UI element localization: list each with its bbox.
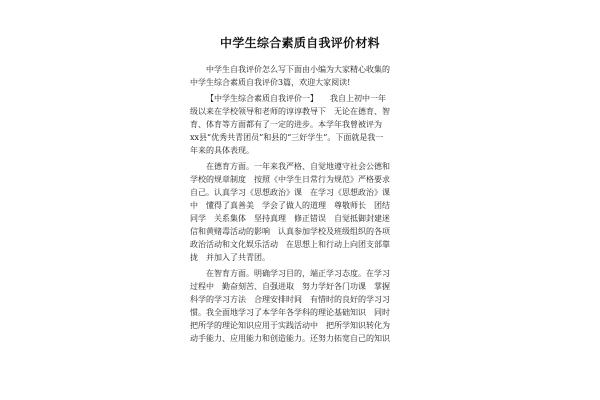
paragraph-line: 拢 并加入了共青团。: [190, 253, 270, 262]
document-page: [190, 28, 410, 388]
paragraph-line: 惯。我全面地学习了本学年各学科的理论基础知识 同时: [190, 308, 390, 317]
paragraph-line: 中 懂得了真善美 学会了做人的道理 尊敬师长 团结: [190, 201, 390, 210]
paragraph-line: 同学 关系集体 坚持真理 修正错误 自觉抵御封建迷: [190, 214, 390, 223]
paragraph-line: 中学生自我评价怎么写下面由小编为大家精心收集的: [206, 65, 390, 74]
paragraph-line: xx县“优秀共青团员”和县的“三好学生”。下面就是我一: [190, 133, 384, 142]
paragraph-line: 把所学的理论知识应用于实践活动中 把所学知识转化为: [190, 321, 390, 330]
paragraph-line: 自己。认真学习《思想政治》课 在学习《思想政治》课: [190, 188, 390, 197]
paragraph-line: 级以来在学校领导和老师的谆谆教导下 无论在德育、智: [190, 107, 390, 116]
paragraph-line: 学校的规章制度 按照《中学生日常行为规范》严格要求: [190, 175, 390, 184]
paragraph-line: 过程中 勤奋刻苦、自强进取 努力学好各门功课 掌握: [190, 282, 390, 291]
paragraph-line: 在智育方面。明确学习目的，端正学习态度。在学习: [206, 269, 390, 278]
paragraph-line: 在德育方面。一年来我严格、自觉地遵守社会公德和: [206, 162, 390, 171]
paragraph-line: 【中学生综合素质自我评价一】 我自上初中一年: [206, 94, 386, 103]
paragraph-line: 信和黄赌毒活动的影响 认真参加学校及班级组织的各项: [190, 227, 390, 236]
paragraph-line: 年来的具体表现。: [190, 146, 254, 155]
paragraph-line: 育、体育等方面都有了一定的进步。本学年我曾被评为: [190, 120, 382, 129]
paragraph-line: 政治活动和文化娱乐活动 在思想上和行动上向团支部靠: [190, 240, 390, 249]
paragraph-line: 动手能力、应用能力和创造能力。还努力拓宽自己的知识: [190, 334, 390, 343]
paragraph-line: 中学生综合素质自我评价3篇，欢迎大家阅读!: [190, 78, 351, 87]
document-title: 中学生综合素质自我评价材料: [220, 36, 380, 50]
paragraph-line: 科学的学习方法 合理安排时间 有惜时的良好的学习习: [190, 295, 390, 304]
